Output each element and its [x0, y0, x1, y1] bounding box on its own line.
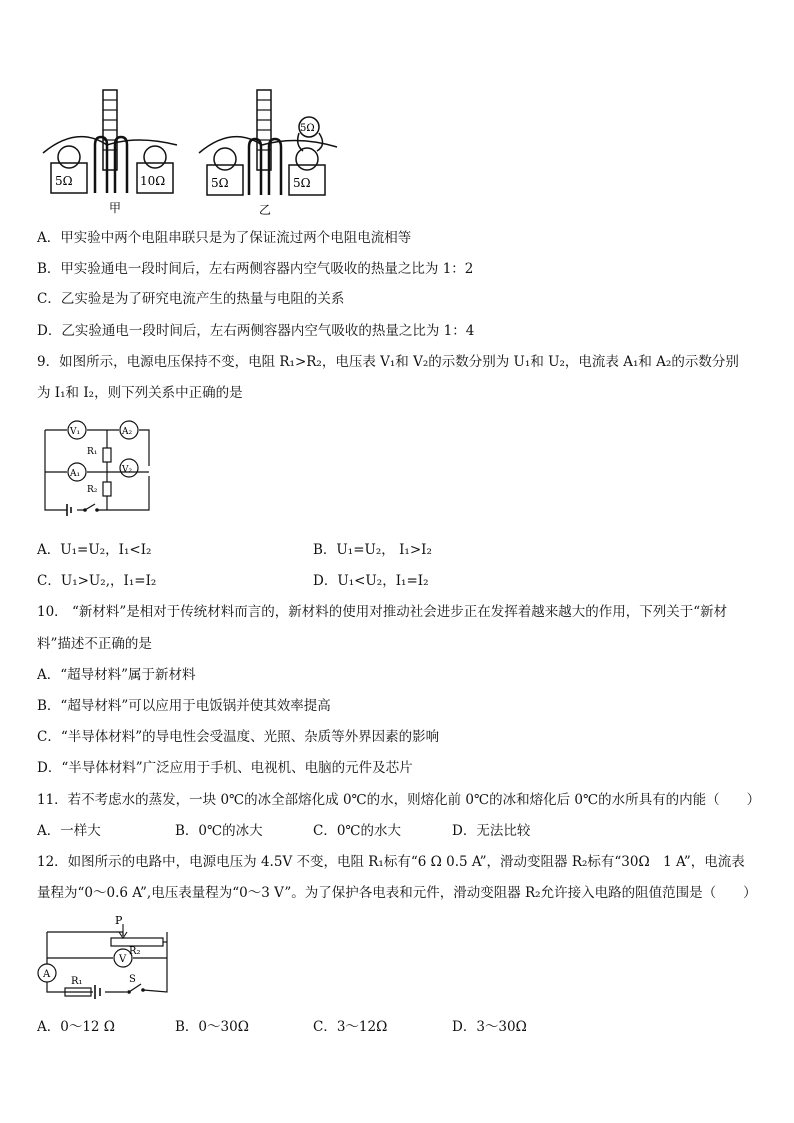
r2-rheostat — [111, 938, 163, 946]
a2-label: A₂ — [122, 427, 133, 437]
a-label: A — [43, 969, 51, 980]
r2-resistor — [103, 482, 111, 496]
r2-label: R₂ — [87, 485, 98, 495]
q10-option-b: B．“超导材料”可以应用于电饭锅并使其效率提高 — [37, 698, 331, 714]
q10-stem-line2: 料”描述不正确的是 — [37, 636, 152, 652]
q10-option-c: C．“半导体材料”的导电性会受温度、光照、杂质等外界因素的影响 — [37, 729, 440, 745]
q12-option-c: C．3～12Ω — [313, 1019, 388, 1035]
q12-option-d: D．3～30Ω — [452, 1019, 527, 1035]
q11-option-d: D．无法比较 — [452, 823, 531, 839]
r1-label: R₁ — [87, 447, 98, 457]
v-label: V — [119, 954, 127, 965]
q9-option-a: A．U₁=U₂，I₁<I₂ — [37, 542, 152, 558]
q10-option-a: A．“超导材料”属于新材料 — [37, 667, 196, 683]
label-jia: 甲 — [109, 201, 122, 215]
q12-stem-line2: 量程为“0～0.6 A”,电压表量程为“0～3 V”。为了保护各电表和元件，滑动变阻器 R₂允许接入电路的阻值范围是（ ） — [37, 885, 757, 901]
q12-option-a: A．0～12 Ω — [37, 1019, 116, 1035]
q10-stem-line1: 10． “新材料”是相对于传统材料而言的，新材料的使用对推动社会进步正在发挥着越来越大的作用，下列关于“新材 — [37, 604, 728, 620]
q12-stem-line1: 12．如图所示的电路中，电源电压为 4.5V 不变，电阻 R₁标有“6 Ω 0.5 A”，滑动变阻器 R₂标有“30Ω 1 A”，电流表 — [37, 854, 745, 870]
q8-option-a: A．甲实验中两个电阻串联只是为了保证流过两个电阻电流相等 — [37, 230, 412, 246]
q11-option-c: C．0℃的水大 — [313, 823, 402, 839]
p-label: P — [115, 914, 123, 927]
q11-option-b: B．0℃的冰大 — [175, 823, 263, 839]
switch-pivot — [83, 508, 87, 512]
q12-circuit-diagram — [37, 912, 173, 1004]
q9-circuit-diagram — [37, 418, 157, 522]
switch-contact — [95, 508, 99, 512]
r1-resistor — [103, 448, 111, 462]
v2-label: V₂ — [122, 465, 133, 475]
q8-option-d: D．乙实验通电一段时间后，左右两侧容器内空气吸收的热量之比为 1：4 — [37, 323, 475, 339]
right-res-a: 5Ω — [211, 176, 229, 190]
q9-stem-line2: 为 I₁和 I₂，则下列关系中正确的是 — [37, 385, 243, 401]
r1-label-q12: R₁ — [71, 976, 83, 987]
q9-option-b: B．U₁=U₂， I₁>I₂ — [313, 542, 432, 558]
joule-heating-figure — [37, 85, 367, 217]
label-yi: 乙 — [259, 203, 272, 217]
q11-option-a: A．一样大 — [37, 823, 101, 839]
v1-label: V₁ — [70, 427, 81, 437]
q11-stem: 11．若不考虑水的蒸发，一块 0℃的冰全部熔化成 0℃的水，则熔化前 0℃的冰和熔化后 0℃的水所具有的内能（ ） — [37, 792, 761, 808]
right-res-top: 5Ω — [300, 123, 315, 134]
s-label: S — [129, 974, 136, 985]
a1-label: A₁ — [70, 469, 81, 479]
left-res-b: 10Ω — [140, 174, 166, 188]
left-res-a: 5Ω — [55, 174, 73, 188]
q10-option-d: D．“半导体材料”广泛应用于手机、电视机、电脑的元件及芯片 — [37, 760, 413, 776]
q8-option-c: C．乙实验是为了研究电流产生的热量与电阻的关系 — [37, 291, 345, 307]
q9-option-d: D．U₁<U₂，I₁=I₂ — [313, 573, 429, 589]
q9-stem-line1: 9．如图所示，电源电压保持不变，电阻 R₁>R₂，电压表 V₁和 V₂的示数分别为 U₁和 U₂，电流表 A₁和 A₂的示数分别 — [37, 354, 739, 370]
q8-option-b: B．甲实验通电一段时间后，左右两侧容器内空气吸收的热量之比为 1：2 — [37, 261, 474, 277]
right-res-b: 5Ω — [293, 176, 311, 190]
q12-option-b: B．0～30Ω — [175, 1019, 249, 1035]
r2-label-q12: R₂ — [129, 946, 141, 957]
q9-option-c: C．U₁>U₂,，I₁=I₂ — [37, 573, 157, 589]
